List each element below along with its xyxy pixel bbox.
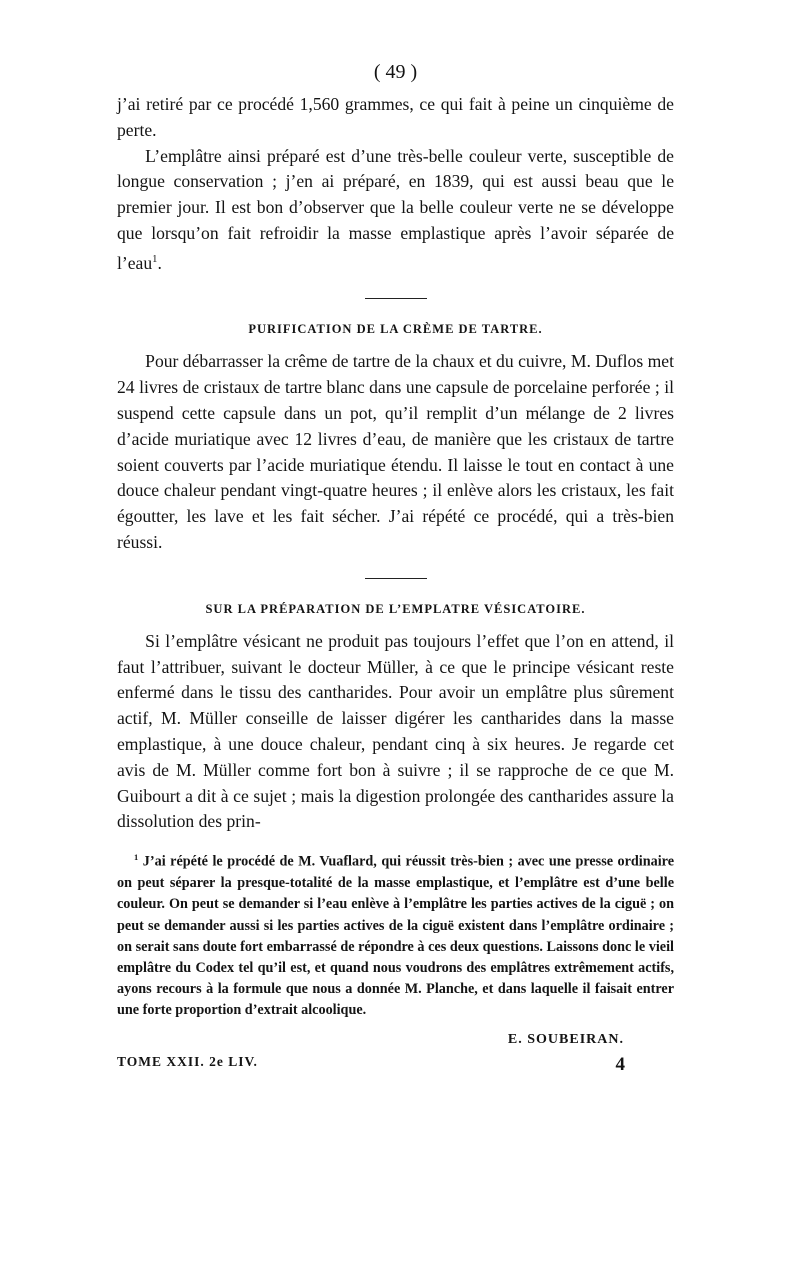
page-footer [117,1054,674,1076]
section-divider [365,578,427,579]
footer-volume: TOME XXII. 2e LIV. [117,1053,258,1069]
section-heading-creme-de-tartre: PURIFICATION DE LA CRÈME DE TARTRE. [248,322,543,337]
paragraph-emplatre-vesicatoire: Si l’emplâtre vésicant ne produit pas toujours l’effet que l’on en attend, il faut l’attribuer, suivant le docteur Müller, à ce que le principe vésicant reste enfermé dans le tissu des cantharides. Pour avoir un emplâtre plus sûrement actif, M. Müller conseille de laisser digérer les cantharides dans la masse emplastique, à une douce chaleur, pendant cinq à six heures. Je regarde cet avis de M. Müller comme fort bon à suivre ; il se rapproche de ce que M. Guibourt a dit à ce sujet ; mais la digestion prolongée des cantharides assure la dissolution des prin- [117,630,674,832]
paragraph-creme-de-tartre: Pour débarrasser la crême de tartre de la chaux et du cuivre, M. Duflos met 24 livres de cristaux de tartre blanc dans une capsule de porcelaine perforée ; il suspend cette capsule dans un pot, qu’il remplit d’un mélange de 2 livres d’acide muriatique avec 12 livres d’eau, de manière que les cristaux de tartre soient couverts par l’acide muriatique étendu. Il laisse le tout en contact à une douce chaleur pendant vingt-quatre heures ; il enlève alors les cristaux, les fait égoutter, les lave et les fait sécher. J’ai répété ce procédé, qui a très-bien réussi. [117,351,674,553]
footnote [117,847,674,1021]
page-number: ( 49 ) [373,61,418,83]
signature: E. SOUBEIRAN. [507,1031,624,1047]
section-heading-emplatre-vesicatoire: SUR LA PRÉPARATION DE L’EMPLATRE VÉSICATOIRE. [205,601,586,616]
section-divider [365,298,427,299]
paragraph-emplatre: L’emplâtre ainsi préparé est d’une très-belle couleur verte, susceptible de longue conservation ; j’en ai préparé, en 1839, qui est aussi beau que le premier jour. Il est bon d’observer que la belle couleur verte ne se développe que lorsqu’on fait refroidir la masse emplastique après l’avoir séparée de l’eau$^1$. [117,145,674,273]
paragraph-continuation: j’ai retiré par ce procédé 1,560 grammes, ce qui fait à peine un cinquième de perte. [117,94,674,140]
footnote-text: J’ai répété le procédé de M. Vuaflard, qui réussit très-bien ; avec une presse ordinaire on peut séparer la presque-totalité de la masse emplastique, et l’emplâtre est d’une belle couleur. On peut se demander si l’eau enlève à l’emplâtre les parties actives de la ciguë ; on peut se demander aussi si les parties actives de la ciguë existent dans l’emplâtre ordinaire ; on serait sans doute fort embarrassé de répondre à ces deux questions. Laissons donc le vieil emplâtre du Codex tel qu’il est, et quand nous voudrons des emplâtres extrêmement actifs, ayons recours à la formule que nous a donnée M. Planche, et dans laquelle il faisait entrer une forte proportion d’extrait alcoolique. [117,853,674,1019]
page [117,60,674,1076]
footnote-ref: 1 [152,253,158,265]
footer-sheet-number: 4 [615,1053,626,1075]
paragraph-emplatre-text: L’emplâtre ainsi préparé est d’une très-belle couleur verte, susceptible de longue conservation ; j’en ai préparé, en 1839, qui est aussi beau que le premier jour. Il est bon d’observer que la belle couleur verte ne se développe que lorsqu’on fait refroidir la masse emplastique après l’avoir séparée de l’eau [117,145,674,273]
footnote-marker: 1 [134,852,139,863]
